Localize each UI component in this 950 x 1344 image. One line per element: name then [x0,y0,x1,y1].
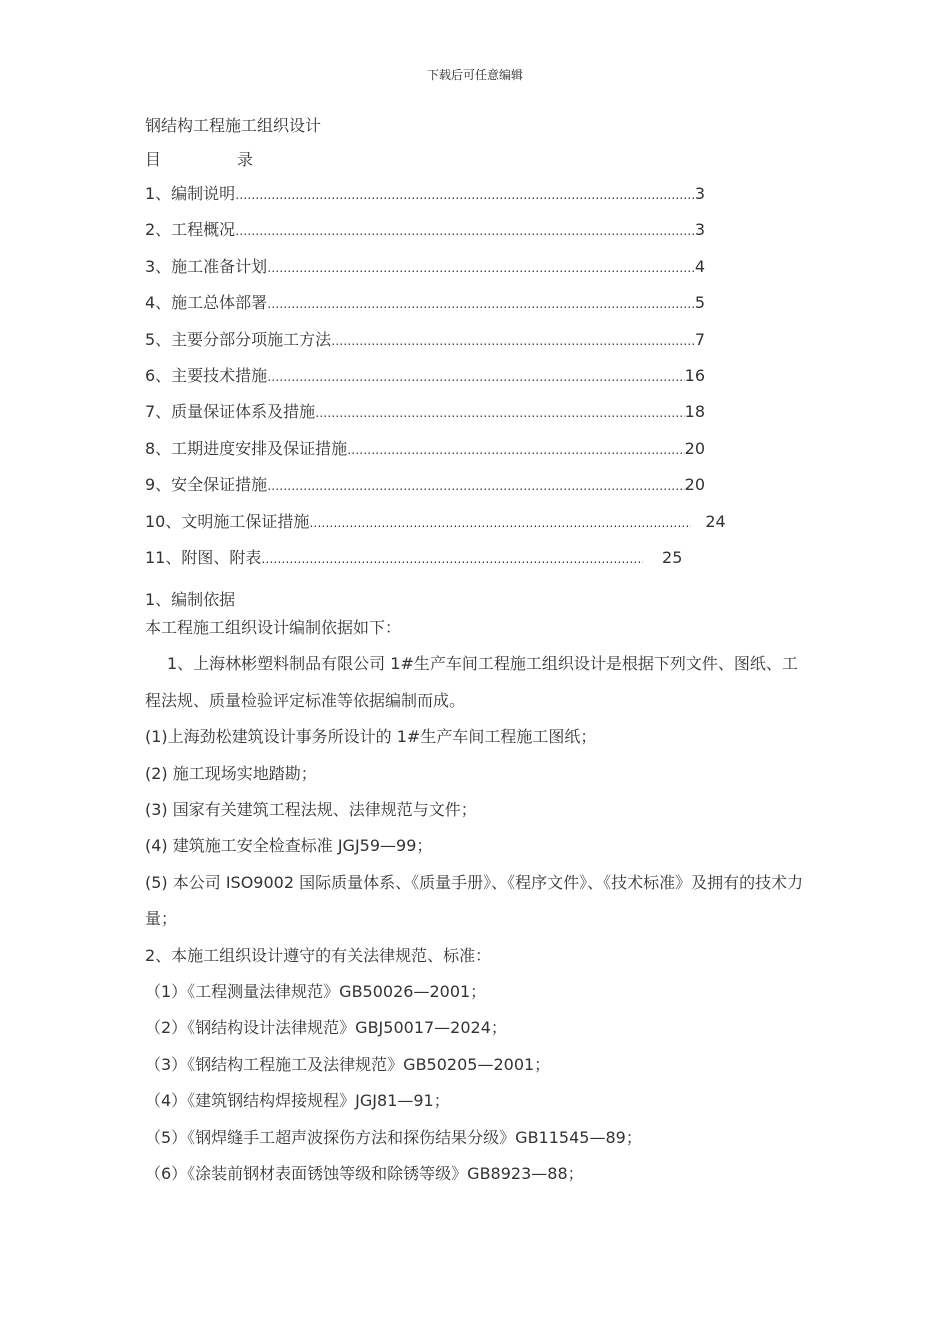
toc-entry-page: 4 [694,256,705,276]
toc-entry-page: 5 [694,293,705,313]
toc-leader-dots [235,184,695,205]
toc-leader-dots [235,220,695,241]
basis-item: (4) 建筑施工安全检查标准 JGJ59—99； [145,836,433,856]
toc-entry[interactable] [145,330,705,350]
toc-entry[interactable] [145,402,705,422]
standard-item: （2）《钢结构设计法律规范》GBJ50017—2024； [145,1018,507,1038]
toc-heading [145,150,810,170]
toc-entry-page: 20 [684,475,705,495]
toc-leader-dots [309,512,691,533]
standard-item: （3）《钢结构工程施工及法律规范》GB50205—2001； [145,1054,551,1074]
toc-entry-page: 7 [694,329,705,349]
toc-entry[interactable] [145,257,705,277]
standard-item: （1）《工程测量法律规范》GB50026—2001； [145,981,487,1001]
toc-entry-label: 9、安全保证措施 [145,475,268,495]
page-header: 下载后可任意编辑 [426,68,523,82]
toc-entry-label: 11、附图、附表 [145,547,262,567]
paragraph-basis: 1、上海林彬塑料制品有限公司 1#生产车间工程施工组织设计是根据下列文件、图纸、工程法规、质量检验评定标准等依据编制而成。 [145,654,798,710]
basis-item: (2) 施工现场实地踏勘； [145,763,317,783]
basis-item: (1)上海劲松建筑设计事务所设计的 1#生产车间工程施工图纸； [145,727,597,747]
toc-entry-page: 18 [684,402,705,422]
standard-item: （6）《涂装前钢材表面锈蚀等级和除锈等级》GB8923—88； [145,1164,584,1183]
standard-item: （5）《钢焊缝手工超声波探伤方法和探伤结果分级》GB11545—89； [145,1127,642,1147]
toc-entry-label: 3、施工准备计划 [145,256,268,276]
toc-leader-dots [331,330,695,351]
toc-entry-label: 5、主要分部分项施工方法 [145,329,332,349]
toc-entry-label: 4、施工总体部署 [145,293,268,313]
toc-leader-dots [315,402,684,423]
toc-entry[interactable] [145,511,726,532]
toc-entry[interactable] [145,475,705,495]
toc-entry-label: 6、主要技术措施 [145,365,268,385]
toc-entry-label: 1、编制说明 [145,184,236,203]
basis-item: (5) 本公司 ISO9002 国际质量体系、《质量手册》、《程序文件》、《技术标准》及拥有的技术力量； [145,872,804,929]
toc-heading-left: 目 [145,150,162,169]
basis-item: (3) 国家有关建筑工程法规、法律规范与文件； [145,799,477,819]
toc-entry[interactable] [145,220,705,240]
toc-entry-page: 20 [684,438,705,458]
toc-entry-page: 24 [705,511,726,531]
toc-entry[interactable] [145,293,705,313]
toc-entry[interactable] [145,184,705,204]
toc-entry-label: 10、文明施工保证措施 [145,511,310,531]
toc-entry-label: 8、工期进度安排及保证措施 [145,438,348,458]
document-title: 钢结构工程施工组织设计 [145,116,322,135]
toc-entry-page: 25 [662,547,683,567]
toc-leader-dots [267,366,684,387]
toc-leader-dots [267,257,695,278]
toc-leader-dots [261,548,643,569]
toc-entry-page: 16 [684,365,705,385]
section-heading: 1、编制依据 [145,589,236,609]
table-of-contents [145,184,810,568]
standard-item: （4）《建筑钢结构焊接规程》JGJ81—91； [145,1091,450,1111]
toc-entry-label: 7、质量保证体系及措施 [145,402,316,422]
toc-entry[interactable] [145,366,705,386]
toc-entry-page: 3 [694,220,705,240]
document-body [145,112,810,1192]
section-intro: 本工程施工组织设计编制依据如下： [145,617,402,637]
toc-leader-dots [347,439,684,460]
toc-entry-label: 2、工程概况 [145,220,236,240]
toc-leader-dots [267,293,695,314]
toc-entry[interactable] [145,548,722,568]
toc-entry-page: 3 [694,184,705,203]
toc-entry[interactable] [145,439,705,459]
standards-heading: 2、本施工组织设计遵守的有关法律规范、标准： [145,945,492,965]
toc-leader-dots [267,475,684,496]
toc-heading-right: 录 [237,150,254,169]
